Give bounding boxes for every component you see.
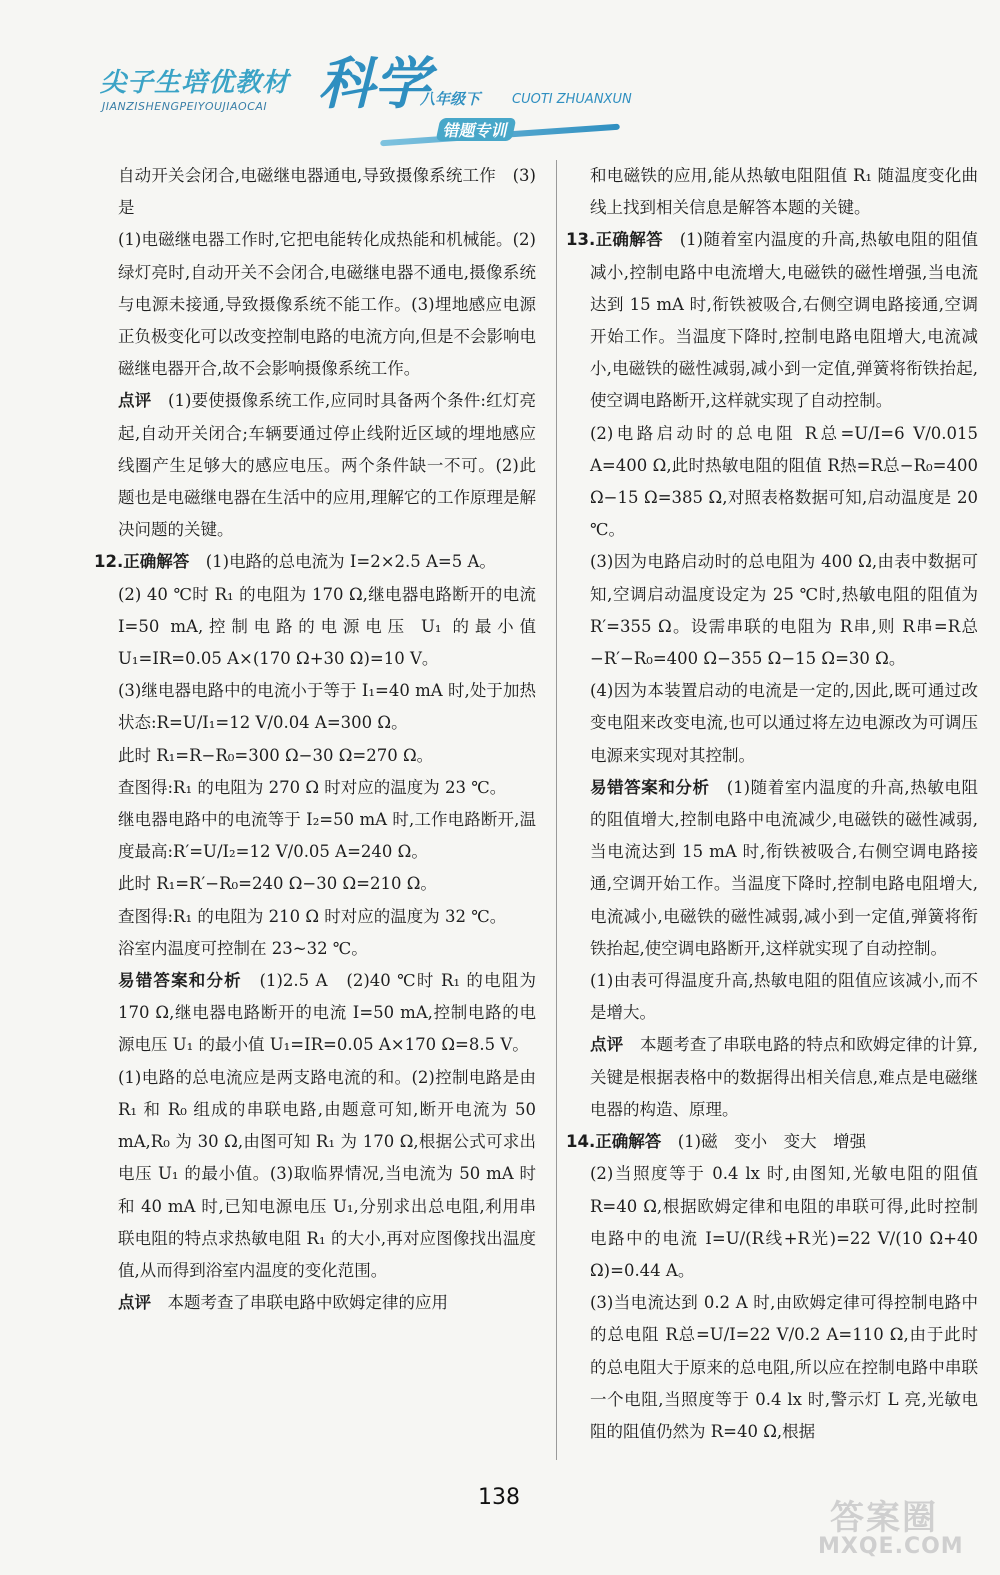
left-paragraph <box>118 1287 536 1319</box>
left-paragraph <box>118 740 536 772</box>
paragraph-text: (2)当照度等于 0.4 lx 时,由图知,光敏电阻的阻值 R=40 Ω,根据欧姆定律和电阻的串联可得,此时控制电路中的电流 I=U/(R线+R光)=22 V/(10 Ω+40 Ω)=0.44 A。 <box>590 1164 978 1280</box>
paragraph-text: (3)因为电路启动时的总电阻为 400 Ω,由表中数据可知,空调启动温度设定为 25 ℃时,热敏电阻的阻值为 R′=355 Ω。设需串联的电阻为 R串,则 R串=R总−R′−R₀=400 Ω−355 Ω−15 Ω=30 Ω。 <box>590 552 978 669</box>
brand-title: 尖子生培优教材 <box>100 68 290 98</box>
paragraph-text: (3)当电流达到 0.2 A 时,由欧姆定律可得控制电路中的总电阻 R总=U/I=22 V/0.2 A=110 Ω,由于此时的总电阻大于原来的总电阻,所以应在控制电路中串联一个电阻,当照度等于 0.4 lx 时,警示灯 L 亮,光敏电阻的阻值仍然为 R=40 Ω,根据 <box>590 1293 978 1441</box>
right-paragraph <box>590 1158 978 1287</box>
left-paragraph <box>118 804 536 868</box>
left-paragraph <box>118 385 536 546</box>
left-paragraph <box>118 933 536 965</box>
section-label: 点评 <box>118 1293 151 1313</box>
section-label: 正确解答 <box>595 1132 662 1152</box>
left-paragraph <box>118 160 536 224</box>
section-label: 点评 <box>590 1035 624 1055</box>
question-number: 14. <box>566 1132 596 1152</box>
paragraph-text: 查图得:R₁ 的电阻为 270 Ω 时对应的温度为 23 ℃。 <box>118 777 507 797</box>
left-paragraph <box>118 579 536 676</box>
left-paragraph <box>118 675 536 739</box>
left-paragraph <box>118 868 536 900</box>
right-paragraph <box>590 965 978 1029</box>
right-paragraph <box>590 418 978 547</box>
question-number: 13. <box>566 230 596 250</box>
watermark-top-text: 答案圈 <box>830 1498 938 1538</box>
right-paragraph <box>566 1126 978 1158</box>
paragraph-text: (1)磁 变小 变大 增强 <box>661 1132 867 1152</box>
subject-title: 科学 <box>318 51 430 117</box>
watermark-logo <box>818 1490 968 1560</box>
paragraph-text: 和电磁铁的应用,能从热敏电阻阻值 R₁ 随温度变化曲线上找到相关信息是解答本题的关键。 <box>590 166 978 218</box>
right-column <box>566 160 979 1448</box>
right-paragraph <box>590 160 978 224</box>
question-number: 12. <box>94 552 124 572</box>
series-pinyin: CUOTI ZHUANXUN <box>512 92 632 107</box>
left-paragraph <box>118 224 536 385</box>
paragraph-text: (1)电路的总电流应是两支路电流的和。(2)控制电路是由 R₁ 和 R₀ 组成的串联电路,由题意可知,断开电流为 50 mA,R₀ 为 30 Ω,由图可知 R₁ 为 170 Ω,根据公式可求出电压 U₁ 的最小值。(3)取临界情况,当电流为 50 mA 时和 40 mA 时,已知电源电压 U₁,分别求出总电阻,利用串联电阻的特点求热敏电阻 R₁ 的大小,再对应图像找出温度值,从而得到浴室内温度的变化范围。 <box>118 1067 536 1280</box>
paragraph-text: 浴室内温度可控制在 23~32 ℃。 <box>118 938 368 958</box>
paragraph-text: 自动开关会闭合,电磁继电器通电,导致摄像系统工作 (3)是 <box>118 166 536 218</box>
section-label: 正确解答 <box>123 552 190 572</box>
paragraph-text: (2)电路启动时的总电阻 R总=U/I=6 V/0.015 A=400 Ω,此时热敏电阻的阻值 R热=R总−R₀=400 Ω−15 Ω=385 Ω,对照表格数据可知,启动温度是 20 ℃。 <box>590 423 978 540</box>
right-paragraph <box>590 546 978 675</box>
paragraph-text: (1)2.5 A (2)40 ℃时 R₁ 的电阻为 170 Ω,继电器电路断开的电流 I=50 mA,控制电路的电源电压 U₁ 的最小值 U₁=IR=0.05 A×170 Ω=8.5 V。 <box>118 971 537 1055</box>
paragraph-text: (4)因为本装置启动的电流是一定的,因此,既可通过改变电阻来改变电流,也可以通过将左边电源改为可调压电源来实现对其控制。 <box>590 681 978 765</box>
right-paragraph <box>590 675 978 772</box>
section-label: 易错答案和分析 <box>590 777 710 797</box>
paragraph-text: 本题考查了串联电路的特点和欧姆定律的计算,关键是根据表格中的数据得出相关信息,难点是电磁继电器的构造、原理。 <box>590 1035 979 1119</box>
right-paragraph <box>590 1287 978 1448</box>
right-paragraph <box>590 1029 978 1126</box>
book-header <box>100 40 640 150</box>
page-number: 138 <box>478 1485 520 1510</box>
brand-pinyin: JIANZISHENGPEIYOUJIAOCAI <box>102 100 268 113</box>
paragraph-text: (1)由表可得温度升高,热敏电阻的阻值应该减小,而不是增大。 <box>590 971 978 1023</box>
paragraph-text: (1)随着室内温度的升高,热敏电阻的阻值减小,控制电路中电流增大,电磁铁的磁性增强,当电流达到 15 mA 时,衔铁被吸合,右侧空调电路接通,空调开始工作。当温度下降时,控制电路电阻增大,电流减小,电磁铁的磁性减弱,减小到一定值,弹簧将衔铁抬起,使空调电路断开,这样就实现了自动控制。 <box>590 230 979 411</box>
section-label: 点评 <box>118 391 152 411</box>
left-paragraph <box>118 772 536 804</box>
left-paragraph <box>118 901 536 933</box>
section-label: 正确解答 <box>595 230 663 250</box>
paragraph-text: 继电器电路中的电流等于 I₂=50 mA 时,工作电路断开,温度最高:R′=U/I₂=12 V/0.05 A=240 Ω。 <box>118 810 536 862</box>
paragraph-text: (3)继电器电路中的电流小于等于 I₁=40 mA 时,处于加热状态:R=U/I₁=12 V/0.04 A=300 Ω。 <box>118 681 536 733</box>
watermark-bottom-text: MXQE.COM <box>818 1534 964 1559</box>
paragraph-text: (1)随着室内温度的升高,热敏电阻的阻值增大,控制电路中电流减少,电磁铁的磁性减弱,当电流达到 15 mA 时,衔铁被吸合,右侧空调电路接通,空调开始工作。当温度下降时,控制电路电阻增大,电流减小,电磁铁的磁性减弱,减小到一定值,弹簧将衔铁抬起,使空调电路断开,这样就实现了自动控制。 <box>590 777 979 958</box>
paragraph-text: (1)要使摄像系统工作,应同时具备两个条件:红灯亮起,自动开关闭合;车辆要通过停止线附近区域的埋地感应线圈产生足够大的感应电压。两个条件缺一不可。(2)此题也是电磁继电器在生活中的应用,理解它的工作原理是解决问题的关键。 <box>118 391 537 540</box>
right-paragraph <box>566 224 979 417</box>
paragraph-text: 查图得:R₁ 的电阻为 210 Ω 时对应的温度为 32 ℃。 <box>118 906 507 926</box>
left-paragraph <box>118 965 536 1062</box>
left-paragraph <box>118 1062 536 1287</box>
paragraph-text: 此时 R₁=R−R₀=300 Ω−30 Ω=270 Ω。 <box>118 745 434 765</box>
paragraph-text: (2) 40 ℃时 R₁ 的电阻为 170 Ω,继电器电路断开的电流 I=50 mA,控制电路的电源电压 U₁ 的最小值 U₁=IR=0.05 A×(170 Ω+30 Ω)=10 V。 <box>118 584 536 669</box>
column-divider <box>556 160 557 1460</box>
series-badge: 错题专训 <box>436 118 517 141</box>
grade-label: 八年级下 <box>420 90 481 108</box>
paragraph-text: (1)电路的总电流为 I=2×2.5 A=5 A。 <box>189 552 496 572</box>
section-label: 易错答案和分析 <box>118 971 242 991</box>
right-paragraph <box>590 772 978 965</box>
left-paragraph <box>94 546 536 578</box>
paragraph-text: 本题考查了串联电路中欧姆定律的应用 <box>151 1293 448 1313</box>
paragraph-text: (1)电磁继电器工作时,它把电能转化成热能和机械能。(2)绿灯亮时,自动开关不会闭合,电磁继电器不通电,摄像系统与电源未接通,导致摄像系统不能工作。(3)埋地感应电源正负极变化可以改变控制电路的电流方向,但是不会影响电磁继电器开合,故不会影响摄像系统工作。 <box>118 230 536 379</box>
left-column <box>94 160 537 1319</box>
paragraph-text: 此时 R₁=R′−R₀=240 Ω−30 Ω=210 Ω。 <box>118 874 437 894</box>
